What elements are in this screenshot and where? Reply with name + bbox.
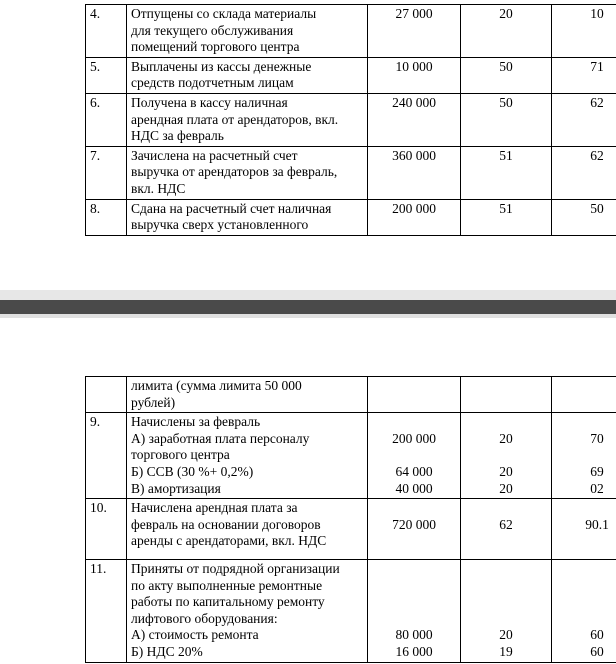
credit-cell — [552, 559, 616, 662]
document-page-top — [0, 0, 616, 290]
operation-description — [127, 146, 368, 199]
description-line: лимита (сумма лимита 50 000 — [131, 378, 302, 393]
debit-value: 20 — [499, 430, 513, 446]
table-row — [86, 499, 616, 560]
transactions-table-bottom — [85, 376, 616, 663]
table-row — [86, 57, 616, 93]
row-number: 5. — [86, 57, 127, 93]
table-row — [86, 5, 616, 58]
description-line: А) стоимость ремонта — [131, 627, 259, 643]
operation-description — [127, 559, 368, 662]
debit-cell: 51 — [461, 199, 552, 235]
description-line: Сдана на расчетный счет наличная — [131, 200, 332, 216]
description-line: выручка сверх установленного — [131, 217, 309, 233]
operation-description — [127, 413, 368, 499]
page-break-separator — [0, 300, 616, 314]
credit-cell — [552, 413, 616, 499]
debit-value: 19 — [499, 643, 513, 659]
row-number: 8. — [86, 199, 127, 235]
description-line: рублей) — [131, 394, 176, 410]
table-row — [86, 93, 616, 146]
credit-value: 69 — [590, 463, 604, 479]
row-number — [86, 377, 127, 413]
description-line: аренды с арендаторами, вкл. НДС — [131, 533, 327, 549]
debit-cell: 50 — [461, 57, 552, 93]
description-line: торгового центра — [131, 447, 230, 463]
operation-description — [127, 199, 368, 235]
credit-cell: 62 — [552, 93, 616, 146]
description-line: Приняты от подрядной организации — [131, 560, 340, 576]
amount-cell — [368, 499, 461, 560]
description-line: для текущего обслуживания — [131, 22, 294, 38]
document-page-bottom — [0, 318, 616, 664]
amount-value: 200 000 — [392, 430, 436, 446]
amount-cell: 27 000 — [368, 5, 461, 58]
credit-value: 70 — [590, 430, 604, 446]
amount-value: 40 000 — [395, 480, 433, 496]
credit-cell: 10 — [552, 5, 616, 58]
amount-cell — [368, 559, 461, 662]
table-row — [86, 146, 616, 199]
row-number: 6. — [86, 93, 127, 146]
description-line: работы по капитальному ремонту — [131, 594, 325, 610]
description-line: выручка от арендаторов за февраль, — [131, 164, 338, 180]
amount-value: 64 000 — [395, 463, 433, 479]
credit-cell: 50 — [552, 199, 616, 235]
credit-value: 60 — [590, 643, 604, 659]
description-line: средств подотчетным лицам — [131, 75, 294, 91]
amount-cell: 10 000 — [368, 57, 461, 93]
amount-cell — [368, 413, 461, 499]
debit-value: 62 — [499, 516, 513, 532]
operation-description — [127, 57, 368, 93]
description-line: по акту выполненные ремонтные — [131, 577, 323, 593]
description-line: Получена в кассу наличная — [131, 94, 288, 110]
debit-value: 20 — [499, 627, 513, 643]
operation-description — [127, 377, 368, 413]
amount-cell — [368, 377, 461, 413]
debit-value: 20 — [499, 463, 513, 479]
credit-cell: 71 — [552, 57, 616, 93]
debit-cell — [461, 499, 552, 560]
credit-value: 90.1 — [585, 516, 609, 532]
description-line: Зачислена на расчетный счет — [131, 147, 298, 163]
description-line: вкл. НДС — [131, 180, 186, 196]
debit-value: 20 — [499, 480, 513, 496]
description-line: Выплачены из кассы денежные — [131, 58, 312, 74]
row-number: 11. — [86, 559, 127, 662]
description-line: февраль на основании договоров — [131, 516, 321, 532]
row-number: 10. — [86, 499, 127, 560]
debit-cell: 20 — [461, 5, 552, 58]
description-line: Б) НДС 20% — [131, 643, 203, 659]
amount-cell: 200 000 — [368, 199, 461, 235]
row-number: 9. — [86, 413, 127, 499]
row-number: 4. — [86, 5, 127, 58]
description-line: лифтового оборудования: — [131, 610, 278, 626]
operation-description — [127, 499, 368, 560]
table-row — [86, 199, 616, 235]
credit-value: 02 — [590, 480, 604, 496]
description-line: Начислена арендная плата за — [131, 500, 298, 516]
amount-cell: 240 000 — [368, 93, 461, 146]
description-line: НДС за февраль — [131, 128, 224, 144]
table-row — [86, 413, 616, 499]
description-line: Отпущены со склада материалы — [131, 6, 317, 21]
credit-cell — [552, 377, 616, 413]
description-line: помещений торгового центра — [131, 39, 300, 55]
debit-cell — [461, 377, 552, 413]
table-row — [86, 559, 616, 662]
credit-cell — [552, 499, 616, 560]
debit-cell: 51 — [461, 146, 552, 199]
description-line: А) заработная плата персоналу — [131, 430, 310, 446]
row-number: 7. — [86, 146, 127, 199]
credit-value: 60 — [590, 627, 604, 643]
credit-cell: 62 — [552, 146, 616, 199]
amount-cell: 360 000 — [368, 146, 461, 199]
table-row — [86, 377, 616, 413]
amount-value: 720 000 — [392, 516, 436, 532]
description-line: В) амортизация — [131, 480, 221, 496]
operation-description — [127, 93, 368, 146]
amount-value: 80 000 — [395, 627, 433, 643]
operation-description — [127, 5, 368, 58]
description-line: Б) ССВ (30 %+ 0,2%) — [131, 463, 254, 479]
description-line: Начислены за февраль — [131, 414, 261, 430]
debit-cell — [461, 559, 552, 662]
description-line: арендная плата от арендаторов, вкл. — [131, 111, 339, 127]
transactions-table-top — [85, 4, 616, 236]
debit-cell: 50 — [461, 93, 552, 146]
debit-cell — [461, 413, 552, 499]
amount-value: 16 000 — [395, 643, 433, 659]
